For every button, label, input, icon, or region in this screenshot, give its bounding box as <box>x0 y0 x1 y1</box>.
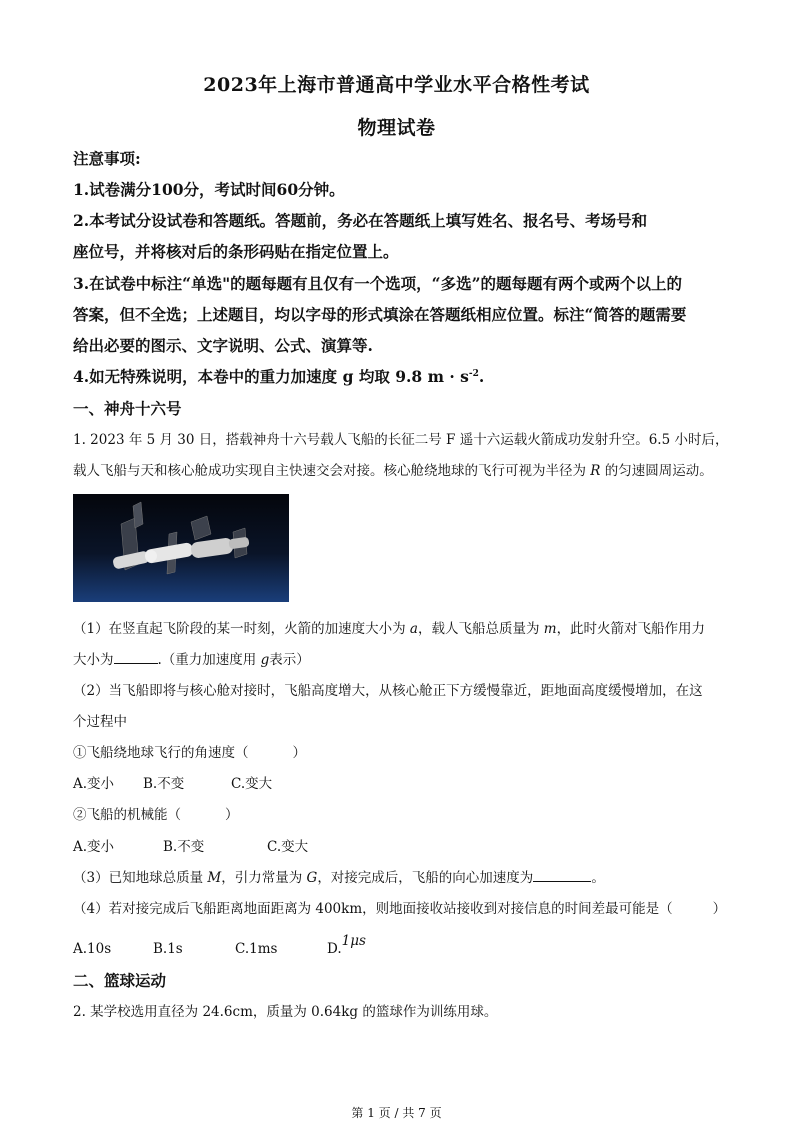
page-footer: 第 1 页 / 共 7 页 <box>351 1106 442 1120</box>
note-4 <box>73 366 484 388</box>
q1-part-1-line-1 <box>73 618 705 640</box>
note-4-exponent: -2 <box>468 368 479 379</box>
var-R: R <box>590 463 601 479</box>
note-2b: 座位号，并将核对后的条形码贴在指定位置上。 <box>73 242 399 261</box>
q1-part-4 <box>73 898 726 920</box>
var-a: a <box>409 621 418 637</box>
sub1-option-a[interactable]: A.变小 <box>73 776 115 792</box>
note-1: 1.试卷满分100分，考试时间60分钟。 <box>73 180 345 199</box>
sub2-text: ②飞船的机械能（ <box>73 807 181 823</box>
q1-part-1-line-2 <box>73 649 310 671</box>
notes-heading: 注意事项: <box>73 149 141 168</box>
note-3b: 答案，但不全选；上述题目，均以字母的形式填涂在答题纸相应位置。标注“简答的题需要 <box>73 305 687 324</box>
var-M: M <box>207 870 222 886</box>
q1-part-2-line-1: （2）当飞船即将与核心舱对接时，飞船高度增大，从核心舱正下方缓慢靠近，距地面高度缓慢增加，在这 <box>73 683 703 699</box>
sub1-options <box>73 773 272 795</box>
note-4-end: . <box>478 367 485 386</box>
q1-part-3 <box>73 867 605 889</box>
p3-text-a: （3）已知地球总质量 <box>73 870 208 886</box>
note-4-text: 4.如无特殊说明，本卷中的重力加速度 g 均取 9.8 m · s <box>73 367 469 386</box>
sub1-option-b[interactable]: B.不变 <box>143 776 185 792</box>
sub2-option-b[interactable]: B.不变 <box>163 839 205 855</box>
exam-subtitle: 物理试卷 <box>357 117 436 139</box>
var-m: m <box>543 621 557 637</box>
p4-option-d-value: 1μs <box>341 933 366 949</box>
section-2-heading: 二、篮球运动 <box>73 971 167 990</box>
q2-text: 2. 某学校选用直径为 24.6cm，质量为 0.64kg 的篮球作为训练用球。 <box>73 1004 498 1020</box>
p1-text-b: ，载人飞船总质量为 <box>417 621 544 637</box>
p4-option-c[interactable]: C.1ms <box>235 941 278 957</box>
note-2a: 2.本考试分设试卷和答题纸。答题前，务必在答题纸上填写姓名、报名号、考场号和 <box>73 211 648 230</box>
sub2-option-a[interactable]: A.变小 <box>73 839 115 855</box>
p4-option-d[interactable] <box>327 933 366 960</box>
exam-title: 2023年上海市普通高中学业水平合格性考试 <box>203 74 590 96</box>
var-G: G <box>306 870 318 886</box>
sub1-text: ①飞船绕地球飞行的角速度（ <box>73 745 249 761</box>
q1-line-2-text: 载人飞船与天和核心舱成功实现自主快速交会对接。核心舱绕地球的飞行可视为半径为 <box>73 463 591 479</box>
sub2-close: ） <box>225 807 239 823</box>
p4-option-d-label: D. <box>327 941 342 957</box>
answer-blank-1[interactable] <box>114 649 158 664</box>
p3-end: 。 <box>591 870 605 886</box>
p4-option-a[interactable]: A.10s <box>73 941 112 957</box>
p4-options <box>73 933 366 960</box>
note-3a: 3.在试卷中标注“单选"的题每题有且仅有一个选项，“多选”的题每题有两个或两个以上的 <box>73 274 683 293</box>
answer-blank-3[interactable] <box>533 867 591 882</box>
p4-text: （4）若对接完成后飞船距离地面距离为 400km，则地面接收站接收到对接信息的时间差最可能是（ <box>73 901 673 917</box>
var-g: g <box>260 652 270 668</box>
sub2-option-c[interactable]: C.变大 <box>267 839 309 855</box>
q1-line-1: 1. 2023 年 5 月 30 日，搭载神舟十六号载人飞船的长征二号 F 遥十六运载火箭成功发射升空。6.5 小时后， <box>73 432 729 448</box>
p3-text-c: ，对接完成后，飞船的向心加速度为 <box>317 870 534 886</box>
q1-part-2-line-2: 个过程中 <box>73 714 127 730</box>
note-3c: 给出必要的图示、文字说明、公式、演算等. <box>73 336 373 355</box>
p1-text-a: （1）在竖直起飞阶段的某一时刻，火箭的加速度大小为 <box>73 621 410 637</box>
p1-line2-end: 表示） <box>269 652 310 668</box>
q1-line-2-end: 的匀速圆周运动。 <box>600 463 713 479</box>
sub2-options <box>73 836 308 858</box>
q1-line-2 <box>73 460 713 482</box>
section-1-heading: 一、神舟十六号 <box>73 399 182 418</box>
p4-close: ） <box>712 901 727 917</box>
p4-option-b[interactable]: B.1s <box>153 941 183 957</box>
space-station-image <box>73 494 289 602</box>
sub-question-2 <box>73 804 239 826</box>
p1-text-c: ，此时火箭对飞船作用力 <box>556 621 706 637</box>
p1-line2-note: .（重力加速度用 <box>157 652 261 668</box>
sub-question-1 <box>73 742 306 764</box>
sub1-close: ） <box>292 745 306 761</box>
sub1-option-c[interactable]: C.变大 <box>231 776 273 792</box>
p3-text-b: ，引力常量为 <box>221 870 307 886</box>
p1-line2-text: 大小为 <box>73 652 114 668</box>
